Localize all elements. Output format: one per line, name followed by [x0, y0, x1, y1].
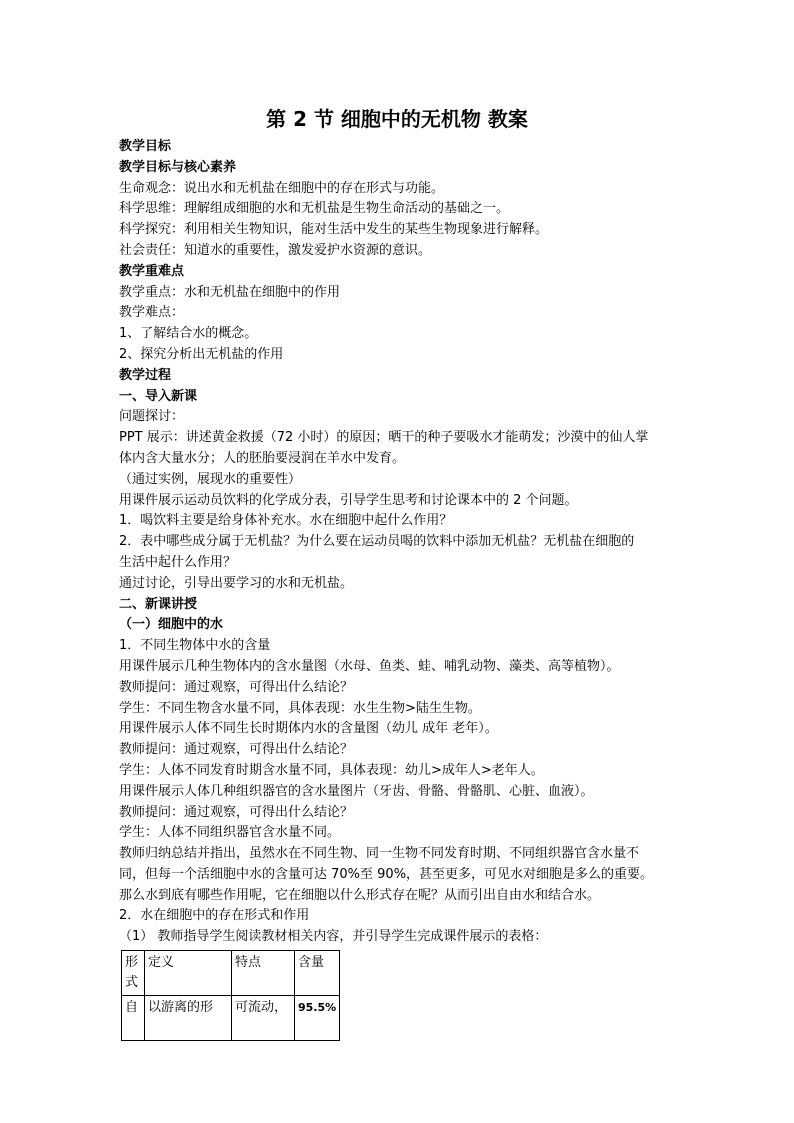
text-line: 2、探究分析出无机盐的作用 [119, 346, 284, 362]
table-row [122, 996, 340, 1041]
text-line: 用课件展示人体不同生长时期体内水的含量图（幼儿 成年 老年）。 [119, 721, 498, 737]
section-heading: 教学目标 [119, 139, 172, 154]
text-line: 2．水在细胞中的存在形式和作用 [119, 908, 310, 924]
table-header-row [122, 951, 340, 996]
text-line: 学生：不同生物含水量不同，具体表现：水生生物>陆生生物。 [119, 700, 481, 716]
table-cell: 以游离的形 [145, 996, 232, 1041]
section-heading: （一）细胞中的水 [119, 617, 224, 633]
section-heading: 二、新课讲授 [119, 596, 198, 612]
table-header-cell: 含量 [295, 951, 340, 996]
text-line: 学生：人体不同发育时期含水量不同，具体表现：幼儿>成年人>老年人。 [119, 762, 544, 778]
table-header-cell: 形式 [122, 951, 145, 996]
text-line: PPT 展示：讲述黄金救援（72 小时）的原因；晒干的种子要吸水才能萌发；沙漠中的仙人掌 [119, 430, 649, 446]
water-forms-table [121, 950, 340, 1041]
text-line: 1．喝饮料主要是给身体补充水。水在细胞中起什么作用？ [119, 513, 453, 529]
text-line: 用课件展示几种生物体内的含水量图（水母、鱼类、蛙、哺乳动物、藻类、高等植物）。 [119, 658, 620, 674]
text-line: 2．表中哪些成分属于无机盐？为什么要在运动员喝的饮料中添加无机盐？无机盐在细胞的 [119, 534, 635, 550]
text-line: 社会责任：知道水的重要性，激发爱护水资源的意识。 [119, 242, 432, 258]
text-line: 那么水到底有哪些作用呢，它在细胞以什么形式存在呢？从而引出自由水和结合水。 [119, 887, 601, 903]
text-line: 1、了解结合水的概念。 [119, 326, 258, 342]
table-header-cell: 特点 [232, 951, 295, 996]
section-heading: 教学过程 [119, 367, 172, 383]
table-cell: 自 [122, 996, 145, 1041]
text-line: 同，但每一个活细胞中水的含量可达 70%至 90%，甚至更多，可见水对细胞是多么的重要。 [119, 866, 654, 882]
section-heading: 一、导入新课 [119, 388, 198, 404]
text-line: 教师提问：通过观察，可得出什么结论？ [119, 804, 354, 820]
text-line: 教师归纳总结并指出，虽然水在不同生物、同一生物不同发育时期、不同组织器官含水量不 [119, 846, 640, 862]
document-body [119, 137, 689, 948]
text-line: 用课件展示人体几种组织器官的含水量图片（牙齿、骨骼、骨骼肌、心脏、血液）。 [119, 783, 594, 799]
text-line: 教师提问：通过观察，可得出什么结论？ [119, 742, 354, 758]
text-line: 通过讨论，引导出要学习的水和无机盐。 [119, 575, 354, 591]
section-heading: 教学重难点 [119, 263, 185, 279]
text-line: 生活中起什么作用？ [119, 554, 237, 570]
table-cell: 可流动， [232, 996, 295, 1041]
table-header-cell: 定义 [145, 951, 232, 996]
text-line: 教学难点： [119, 305, 185, 321]
page-title: 第 2 节 细胞中的无机物 教案 [266, 107, 528, 131]
text-line: 用课件展示运动员饮料的化学成分表，引导学生思考和讨论课本中的 2 个问题。 [119, 492, 578, 508]
table-cell: 95.5% [295, 996, 340, 1041]
text-line: （通过实例，展现水的重要性） [119, 471, 302, 487]
text-line: 科学思维：理解组成细胞的水和无机盐是生物生命活动的基础之一。 [119, 201, 510, 217]
section-heading: 教学目标与核心素养 [119, 159, 237, 175]
text-line: 体内含大量水分；人的胚胎要浸润在羊水中发育。 [119, 450, 406, 466]
text-line: 问题探讨： [119, 409, 185, 425]
text-line: 教师提问：通过观察，可得出什么结论？ [119, 679, 354, 695]
text-line: 学生：人体不同组织器官含水量不同。 [119, 825, 341, 841]
text-line: 1．不同生物体中水的含量 [119, 638, 271, 654]
text-line: 教学重点：水和无机盐在细胞中的作用 [119, 284, 341, 300]
text-line: 科学探究：利用相关生物知识，能对生活中发生的某些生物现象进行解释。 [119, 222, 549, 238]
text-line: （1） 教师指导学生阅读教材相关内容，并引导学生完成课件展示的表格： [119, 929, 548, 945]
text-line: 生命观念：说出水和无机盐在细胞中的存在形式与功能。 [119, 180, 445, 196]
